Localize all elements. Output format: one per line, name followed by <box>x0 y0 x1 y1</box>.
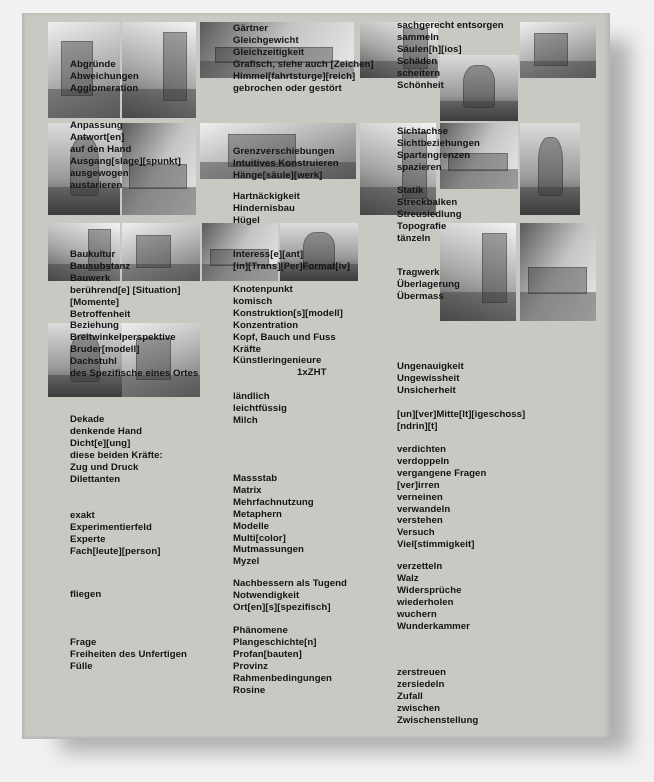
word: Intuitives Konstruieren <box>233 157 339 169</box>
word: Hindernisbau <box>233 202 295 214</box>
word: denkende Hand <box>70 425 143 437</box>
word: Anpassung <box>70 120 123 131</box>
word: Experimentierfeld <box>70 521 152 533</box>
word: Beziehung <box>70 320 119 332</box>
word-group-unvermittelt <box>397 409 525 433</box>
word-group-frage <box>70 637 187 673</box>
word: Freiheiten des Unfertigen <box>70 648 187 660</box>
word: auf den Hand <box>70 143 132 155</box>
word: Walz <box>397 572 419 584</box>
word: Topografie <box>397 220 447 232</box>
photo-shelves <box>520 22 596 78</box>
word-group-sachgerecht <box>397 20 504 91</box>
word: Ort[en][s][spezifisch] <box>233 601 331 613</box>
word: Unsicherheit <box>397 384 456 396</box>
word: Übermass <box>397 290 444 302</box>
word: sachgerecht entsorgen <box>397 20 504 31</box>
word: sammeln <box>397 31 439 43</box>
word: des Spezifische eines Ortes <box>70 368 199 380</box>
word: Baukultur <box>70 249 116 260</box>
word: Milch <box>233 414 258 426</box>
word: Sichtbeziehungen <box>397 137 480 149</box>
word: ausgewogen <box>70 167 129 179</box>
word: Plangeschichte[n] <box>233 636 317 648</box>
word: Bruder[modell] <box>70 344 140 356</box>
word: [un][ver]Mitte[lt][igeschoss] <box>397 409 526 420</box>
word-group-tragwerk <box>397 267 460 303</box>
word: Massstab <box>233 473 278 484</box>
word: Fach[leute][person] <box>70 545 161 557</box>
word: Gärtner <box>233 23 269 34</box>
word-group-grenzverschiebungen <box>233 146 339 182</box>
word-group-fliegen <box>70 589 101 601</box>
word: Ungewissheit <box>397 372 460 384</box>
word: Gleichzeitigkeit <box>233 46 305 58</box>
word: Frage <box>70 637 97 648</box>
word: Streckbalken <box>397 196 458 208</box>
word: Kräfte <box>233 343 262 355</box>
photo-sign-board <box>520 123 580 215</box>
word: spazieren <box>397 161 442 173</box>
word: zersiedeln <box>397 678 445 690</box>
word: Konstruktion[s][modell] <box>233 307 343 319</box>
word-group-knotenpunkt <box>233 284 343 367</box>
word-group-1xzht <box>297 367 327 379</box>
word: Knotenpunkt <box>233 284 293 295</box>
word: Agglomeration <box>70 82 139 94</box>
word: exakt <box>70 510 95 521</box>
word: Hügel <box>233 214 260 226</box>
book-cover <box>22 13 610 739</box>
book-spine-edge <box>22 13 26 739</box>
word: Metaphern <box>233 508 282 520</box>
word: verdichten <box>397 444 447 455</box>
word-group-gaertner <box>233 23 374 94</box>
word: Ungenauigkeit <box>397 361 464 372</box>
word: Myzel <box>233 556 260 568</box>
word-group-verzetteln <box>397 561 470 632</box>
word: Grenzverschiebungen <box>233 146 335 157</box>
word: Zufall <box>397 690 423 702</box>
word: Versuch <box>397 527 435 539</box>
word: verstehen <box>397 515 443 527</box>
word: Gleichgewicht <box>233 34 299 46</box>
word: Dilettanten <box>70 473 121 485</box>
word: leichtfüssig <box>233 402 287 414</box>
word: Schäden <box>397 55 438 67</box>
word: Schönheit <box>397 79 444 91</box>
word: Konzentration <box>233 319 299 331</box>
word: Experte <box>70 533 106 545</box>
word: [ver]irren <box>397 479 440 491</box>
word-group-anpassung <box>70 120 181 191</box>
word: verdoppeln <box>397 455 450 467</box>
word-group-exakt <box>70 510 161 558</box>
word: Nachbessern als Tugend <box>233 578 347 589</box>
word: Mutmassungen <box>233 544 304 556</box>
word: Profan[bauten] <box>233 648 302 660</box>
word: Fülle <box>70 660 93 672</box>
word-group-sichtachse <box>397 126 480 174</box>
word: Säulen[h][ios] <box>397 43 462 55</box>
word: [in][Trans][Per]Format[iv] <box>233 260 350 272</box>
word: Sichtachse <box>397 126 449 137</box>
word: Abgründe <box>70 59 116 70</box>
word: Künstleringenieure <box>233 355 322 367</box>
word: Hartnäckigkeit <box>233 191 300 202</box>
word: Zug und Druck <box>70 461 139 473</box>
word: verneinen <box>397 491 443 503</box>
word: Matrix <box>233 484 262 496</box>
word: Bauwerk <box>70 272 111 284</box>
word: Statik <box>397 185 424 196</box>
word: berührend[e] [Situation] <box>70 284 181 296</box>
word: Widersprüche <box>397 584 462 596</box>
word-group-baukultur <box>70 249 198 380</box>
word-group-laendlich <box>233 391 287 427</box>
word: Mehrfachnutzung <box>233 496 314 508</box>
word: vergangene Fragen <box>397 467 487 479</box>
word-group-abgruende <box>70 59 139 95</box>
word-group-phaenomene <box>233 625 332 696</box>
word: Überlagerung <box>397 278 460 290</box>
word: gebrochen oder gestört <box>233 82 342 94</box>
word-group-statik <box>397 185 462 245</box>
word: Provinz <box>233 660 269 672</box>
word: Grafisch, siehe auch [Zeichen] <box>233 58 374 70</box>
word: Bausubstanz <box>70 260 131 272</box>
word: [ndrin][t] <box>397 420 438 432</box>
word: Ausgang[slage][spunkt] <box>70 155 181 167</box>
word: Tragwerk <box>397 267 440 278</box>
word: komisch <box>233 295 273 307</box>
word: zwischen <box>397 702 441 714</box>
word: Spartengrenzen <box>397 149 471 161</box>
word: Himmel[fahrtsturge][reich] <box>233 70 356 82</box>
word: Dekade <box>70 414 105 425</box>
word: Viel[stimmigkeit] <box>397 539 475 551</box>
word: Abweichungen <box>70 70 139 82</box>
word: Zwischenstellung <box>397 714 479 726</box>
word: Multi[color] <box>233 532 286 544</box>
word: Dicht[e][ung] <box>70 437 131 449</box>
word: diese beiden Kräfte: <box>70 449 163 461</box>
word: Wunderkammer <box>397 620 470 632</box>
word: Streusiedlung <box>397 208 462 220</box>
word: ländlich <box>233 391 270 402</box>
word-group-dekade <box>70 414 163 485</box>
word: Betroffenheit <box>70 308 131 320</box>
word-group-hartnaeckigkeit <box>233 191 300 227</box>
word: zerstreuen <box>397 667 447 678</box>
word-group-massstab <box>233 473 314 568</box>
word: 1xZHT <box>297 367 327 378</box>
word-group-verdichten <box>397 444 486 551</box>
word: Modelle <box>233 520 270 532</box>
word: Interess[e][ant] <box>233 249 304 260</box>
word-group-interessant <box>233 249 350 273</box>
word: Antwort[en] <box>70 131 125 143</box>
word: Rahmenbedingungen <box>233 672 332 684</box>
word-group-nachbessern <box>233 578 347 614</box>
word: [Momente] <box>70 296 119 308</box>
photo-table-drawings <box>520 223 596 321</box>
word: Kopf, Bauch und Fuss <box>233 331 336 343</box>
word-group-zerstreuen <box>397 667 478 727</box>
word: Notwendigkeit <box>233 589 300 601</box>
word: Breitwinkelperspektive <box>70 332 176 344</box>
word: austarieren <box>70 179 123 191</box>
word: wuchern <box>397 608 437 620</box>
word: fliegen <box>70 589 102 600</box>
word: Dachstuhl <box>70 356 117 368</box>
word: wiederholen <box>397 596 454 608</box>
word: tänzeln <box>397 232 431 244</box>
word: verzetteln <box>397 561 443 572</box>
word: scheitern <box>397 67 441 79</box>
word: Phänomene <box>233 625 288 636</box>
word: verwandeln <box>397 503 451 515</box>
word-group-ungenauigkeit <box>397 361 464 397</box>
word: Rosine <box>233 684 266 696</box>
word: Hänge[säule][werk] <box>233 169 323 181</box>
